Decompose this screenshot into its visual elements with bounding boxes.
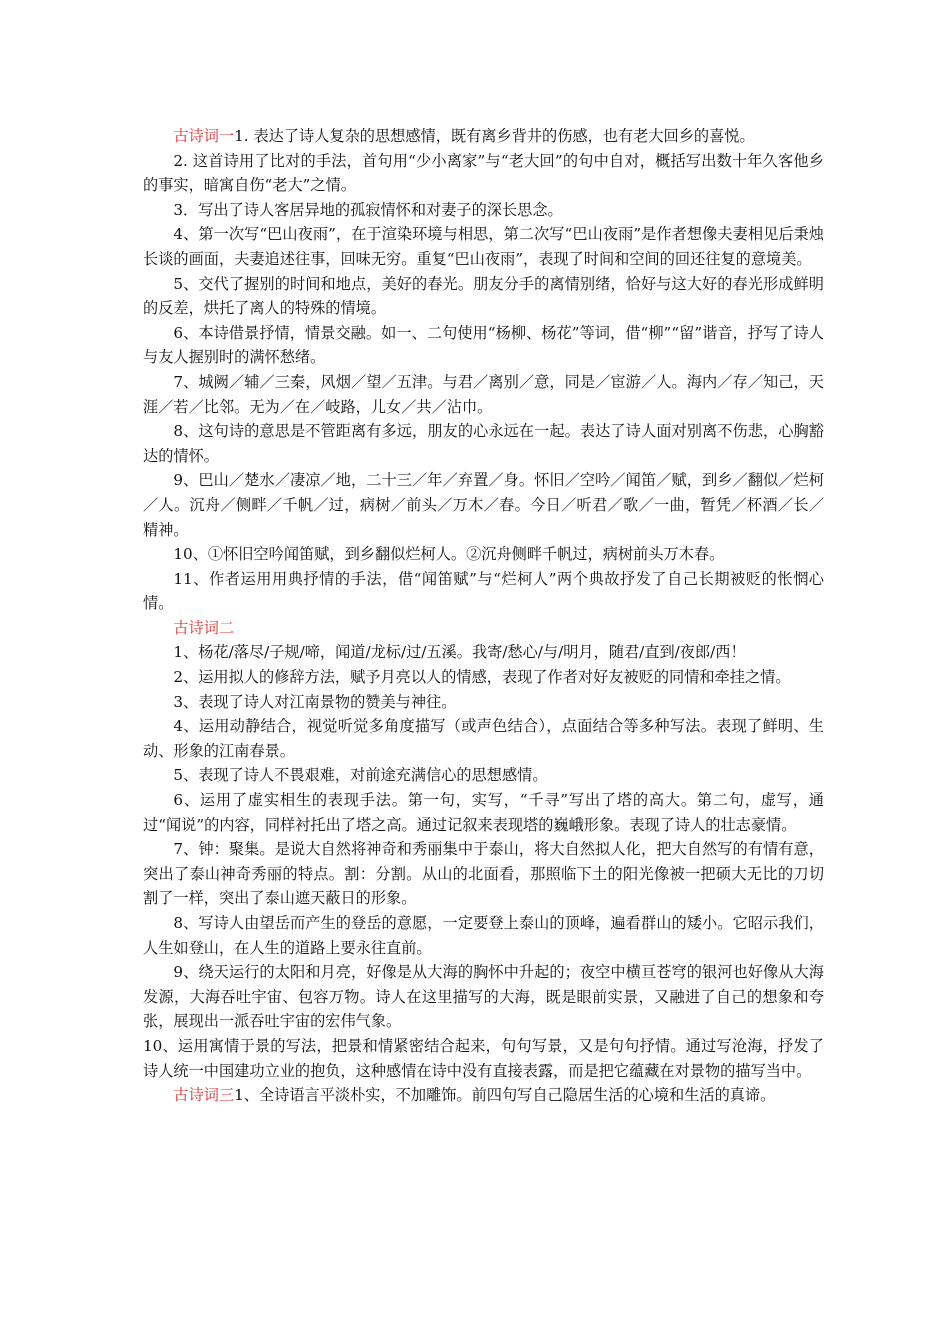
section-2-item-6: 6、运用了虚实相生的表现手法。第一句，实写，“千寻”写出了塔的高大。第二句，虚写，通过“闻说”的内容，同样衬托出了塔之高。通过记叙来表现塔的巍峨形象。表现了诗人的壮志豪情。 — [143, 791, 824, 834]
section-1-item-11: 11、作者运用用典抒情的手法，借“闻笛赋”与“烂柯人”两个典故抒发了自己长期被贬的怅惘心情。 — [143, 569, 824, 613]
section-2-item-9: 9、绕天运行的太阳和月亮，好像是从大海的胸怀中升起的；夜空中横亘苍穹的银河也好像从大海发源，大海吞吐宇宙、包容万物。诗人在这里描写的大海，既是眼前实景，又融进了自己的想象和夸张，展现出一派吞吐宇宙的宏伟气象。 — [143, 963, 824, 1031]
section-2-item-3: 3、表现了诗人对江南景物的赞美与神往。 — [173, 692, 457, 711]
section-1-item-7: 7、城阙／辅／三秦，风烟／望／五津。与君／离别／意，同是／宦游／人。海内／存／知己，天涯／若／比邻。无为／在／岐路，儿女／共／沾巾。 — [143, 372, 824, 416]
document-page — [143, 124, 824, 1108]
section-1-item-6: 6、本诗借景抒情，情景交融。如一、二句使用“杨柳、杨花”等词，借“柳”“留”谐音，抒写了诗人与友人握别时的满怀愁绪。 — [143, 323, 824, 367]
section-1-item-1-text: 1. 表达了诗人复杂的思想感情，既有离乡背井的伤感，也有老大回乡的喜悦。 — [234, 127, 755, 145]
section-1-item-9: 9、巴山／楚水／凄凉／地，二十三／年／弃置／身。怀旧／空吟／闻笛／赋，到乡／翻似／烂柯／人。沉舟／侧畔／千帆／过，病树／前头／万木／春。今日／听君／歌／一曲，暂凭／杯酒／长／精神。 — [143, 471, 824, 539]
section-1-item-8: 8、这句诗的意思是不管距离有多远，朋友的心永远在一起。表达了诗人面对别离不伤悲，心胸豁达的情怀。 — [143, 422, 824, 465]
section-3-item-1 — [143, 1083, 824, 1108]
section-1-heading: 古诗词一 — [173, 127, 235, 145]
section-2-item-2: 2、运用拟人的修辞方法，赋予月亮以人的情感，表现了作者对好友被贬的同情和牵挂之情。 — [173, 668, 791, 687]
section-2-item-10: 10、运用寓情于景的写法，把景和情紧密结合起来，句句写景，又是句句抒情。通过写沧海，抒发了诗人统一中国建功立业的抱负，这种感情在诗中没有直接表露，而是把它蕴藏在对景物的描写当中。 — [143, 1036, 824, 1080]
section-3-item-1-text: 1、全诗语言平淡朴实，不加雕饰。前四句写自己隐居生活的心境和生活的真谛。 — [234, 1086, 776, 1105]
section-2-item-5: 5、表现了诗人不畏艰难，对前途充满信心的思想感情。 — [173, 766, 548, 785]
section-1-item-4: 4、第一次写“巴山夜雨”，在于渲染环境与相思，第二次写“巴山夜雨”是作者想像夫妻相见后秉烛长谈的画面，夫妻追述往事，回味无穷。重复“巴山夜雨”，表现了时间和空间的回还往复的意境美。 — [143, 225, 824, 268]
section-2-item-7: 7、钟：聚集。是说大自然将神奇和秀丽集中于泰山，将大自然拟人化，把大自然写的有情有意，突出了泰山神奇秀丽的特点。割：分割。从山的北面看，那照临下土的阳光像被一把硕大无比的刀切割了一样，突出了泰山遮天蔽日的形象。 — [143, 840, 824, 908]
section-1-item-10: 10、①怀旧空吟闻笛赋，到乡翻似烂柯人。②沉舟侧畔千帆过，病树前头万木春。 — [173, 545, 725, 564]
section-2-item-4: 4、运用动静结合，视觉听觉多角度描写（或声色结合），点面结合等多种写法。表现了鲜明、生动、形象的江南春景。 — [143, 717, 824, 760]
section-2-item-8: 8、写诗人由望岳而产生的登岳的意愿，一定要登上泰山的顶峰，遍看群山的矮小。它昭示我们，人生如登山，在人生的道路上要永往直前。 — [143, 914, 824, 957]
section-1-item-3: 3．写出了诗人客居异地的孤寂情怀和对妻子的深长思念。 — [173, 200, 563, 219]
section-1-item-5: 5、交代了握别的时间和地点，美好的春光。朋友分手的离情别绪，恰好与这大好的春光形成鲜明的反差，烘托了离人的特殊的情境。 — [143, 274, 824, 318]
section-2-item-1: 1、杨花/落尽/子规/啼，闻道/龙标/过/五溪。我寄/愁心/与/明月，随君/直到/夜郎/西！ — [173, 643, 746, 662]
section-1-item-2: 2. 这首诗用了比对的手法，首句用“少小离家”与“老大回”的句中自对，概括写出数十年久客他乡的事实，暗寓自伤“老大”之情。 — [143, 151, 824, 195]
section-1-item-1 — [143, 124, 824, 149]
section-2-heading: 古诗词二 — [173, 618, 235, 637]
section-3-heading: 古诗词三 — [173, 1086, 235, 1105]
